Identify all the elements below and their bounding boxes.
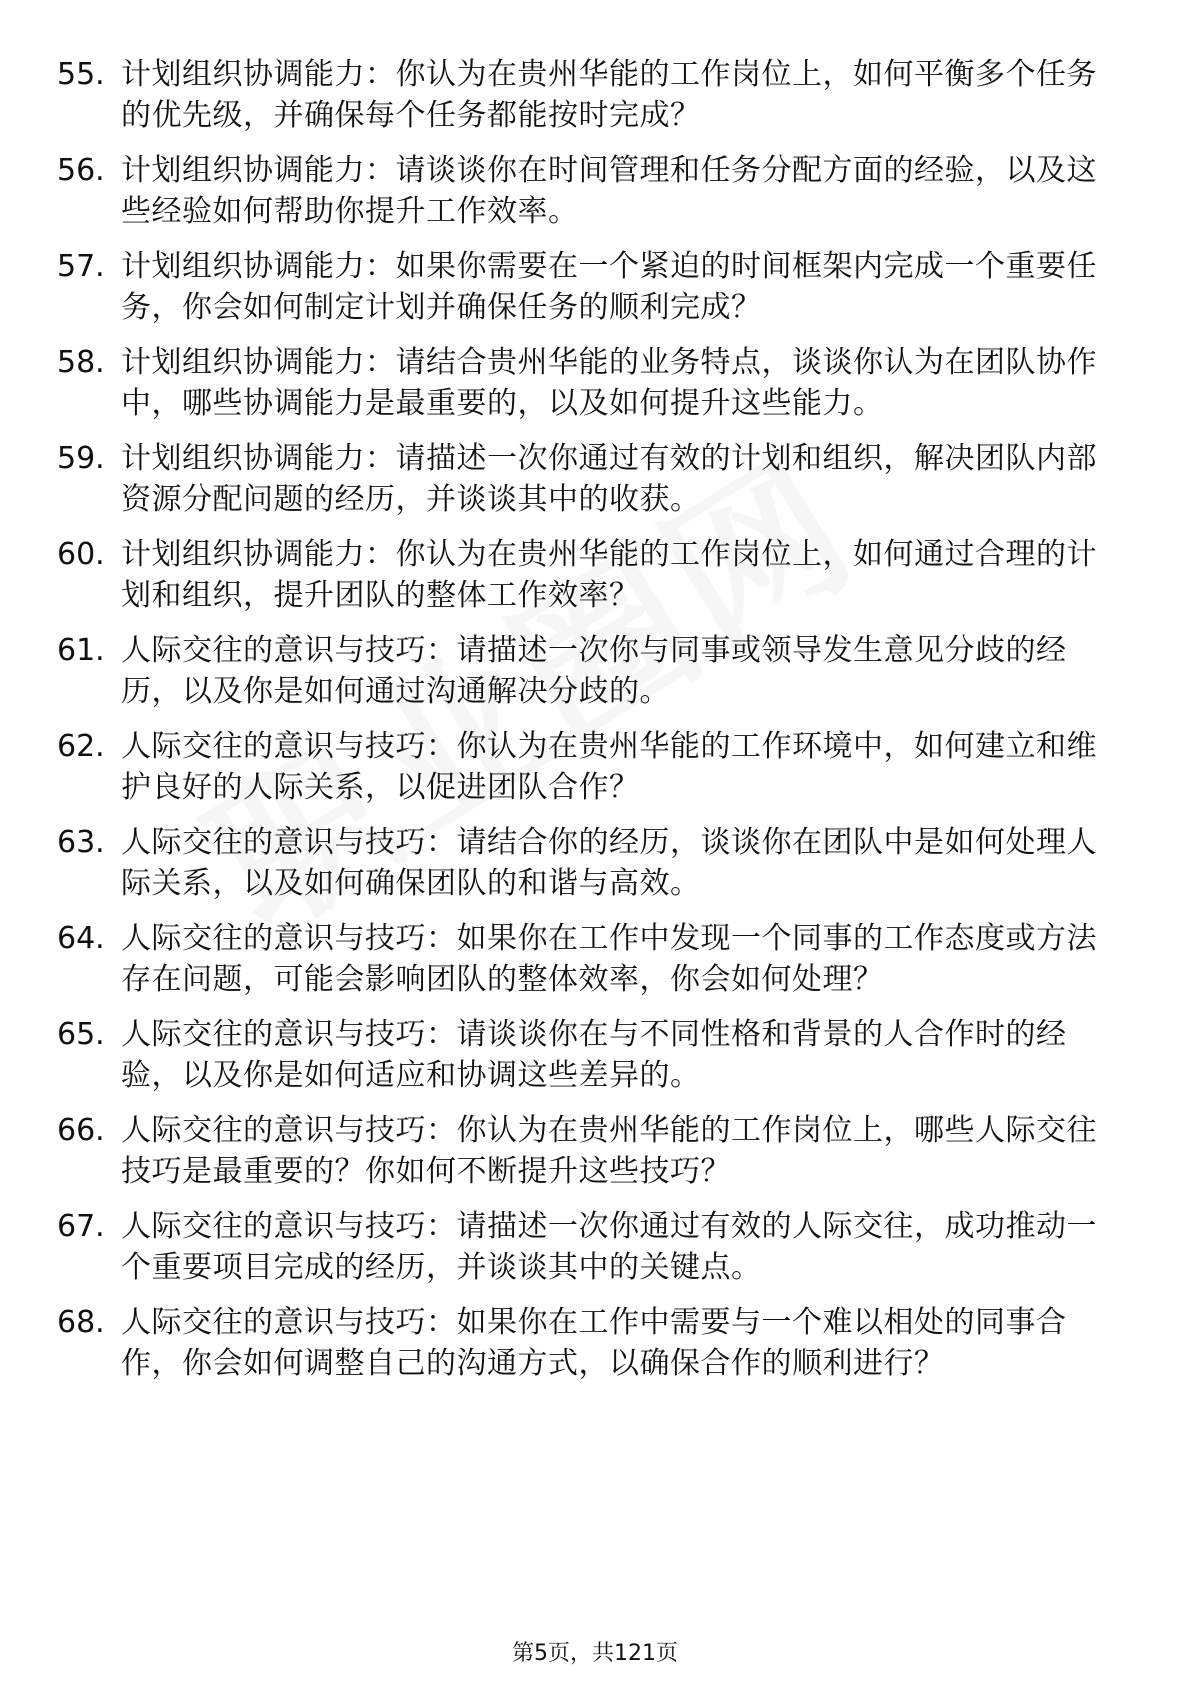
question-text: 人际交往的意识与技巧：请谈谈你在与不同性格和背景的人合作时的经验，以及你是如何适应和协调这些差异的。 [121, 1017, 1067, 1093]
question-item [57, 246, 1117, 328]
question-text: 计划组织协调能力：你认为在贵州华能的工作岗位上，如何平衡多个任务的优先级，并确保每个任务都能按时完成？ [121, 57, 1097, 133]
question-number: 65. [57, 1017, 105, 1052]
question-item [57, 1014, 1117, 1096]
question-text: 计划组织协调能力：请结合贵州华能的业务特点，谈谈你认为在团队协作中，哪些协调能力是最重要的，以及如何提升这些能力。 [121, 345, 1097, 421]
question-item [57, 1110, 1117, 1192]
question-text: 计划组织协调能力：请谈谈你在时间管理和任务分配方面的经验，以及这些经验如何帮助你提升工作效率。 [121, 153, 1097, 229]
question-item [57, 534, 1117, 616]
question-text: 人际交往的意识与技巧：请结合你的经历，谈谈你在团队中是如何处理人际关系，以及如何确保团队的和谐与高效。 [121, 825, 1097, 901]
question-text: 计划组织协调能力：请描述一次你通过有效的计划和组织，解决团队内部资源分配问题的经历，并谈谈其中的收获。 [121, 441, 1097, 517]
question-number: 61. [57, 633, 105, 668]
question-number: 56. [57, 153, 105, 188]
question-number: 64. [57, 921, 105, 956]
question-number: 67. [57, 1209, 105, 1244]
question-text: 人际交往的意识与技巧：你认为在贵州华能的工作环境中，如何建立和维护良好的人际关系，以促进团队合作？ [121, 729, 1097, 805]
question-item [57, 822, 1117, 904]
question-item [57, 150, 1117, 232]
question-number: 57. [57, 249, 105, 284]
question-number: 60. [57, 537, 105, 572]
question-text: 人际交往的意识与技巧：请描述一次你与同事或领导发生意见分歧的经历，以及你是如何通过沟通解决分歧的。 [121, 633, 1067, 709]
question-text: 人际交往的意识与技巧：请描述一次你通过有效的人际交往，成功推动一个重要项目完成的经历，并谈谈其中的关键点。 [121, 1209, 1097, 1285]
question-text: 计划组织协调能力：你认为在贵州华能的工作岗位上，如何通过合理的计划和组织，提升团队的整体工作效率？ [121, 537, 1097, 613]
question-number: 55. [57, 57, 105, 92]
page-footer [0, 1640, 1190, 1668]
question-item [57, 342, 1117, 424]
question-text: 人际交往的意识与技巧：如果你在工作中发现一个同事的工作态度或方法存在问题，可能会影响团队的整体效率，你会如何处理？ [121, 921, 1097, 997]
question-number: 63. [57, 825, 105, 860]
question-number: 66. [57, 1113, 105, 1148]
question-item [57, 438, 1117, 520]
question-number: 59. [57, 441, 105, 476]
question-number: 68. [57, 1305, 105, 1340]
question-item [57, 726, 1117, 808]
question-item [57, 1302, 1117, 1384]
question-text: 人际交往的意识与技巧：如果你在工作中需要与一个难以相处的同事合作，你会如何调整自己的沟通方式，以确保合作的顺利进行？ [121, 1305, 1067, 1381]
question-list [57, 54, 1117, 1398]
question-number: 58. [57, 345, 105, 380]
page-number-label: 第5页，共121页 [512, 1641, 678, 1666]
question-text: 计划组织协调能力：如果你需要在一个紧迫的时间框架内完成一个重要任务，你会如何制定计划并确保任务的顺利完成？ [121, 249, 1097, 325]
question-text: 人际交往的意识与技巧：你认为在贵州华能的工作岗位上，哪些人际交往技巧是最重要的？你如何不断提升这些技巧？ [121, 1113, 1097, 1189]
question-item [57, 54, 1117, 136]
question-item [57, 918, 1117, 1000]
question-item [57, 1206, 1117, 1288]
question-number: 62. [57, 729, 105, 764]
question-item [57, 630, 1117, 712]
